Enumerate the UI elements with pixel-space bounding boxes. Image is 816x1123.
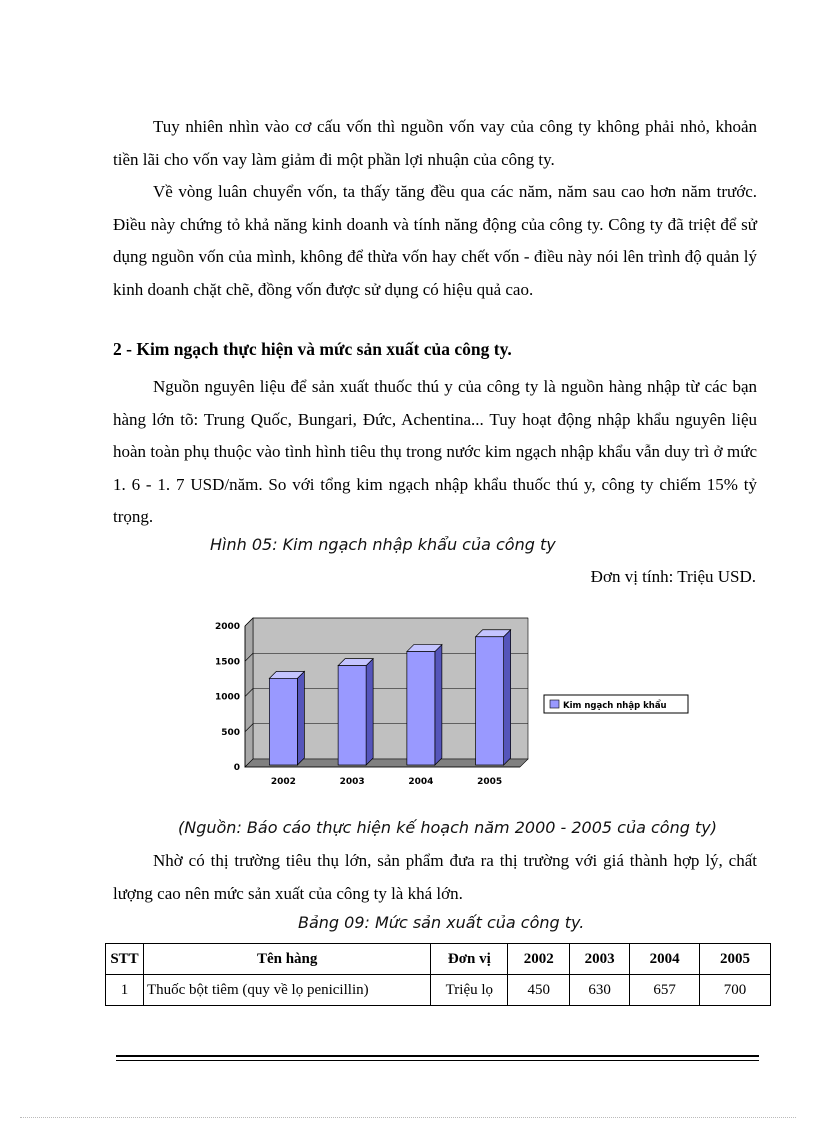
col-header-stt: STT	[106, 944, 144, 975]
cell-unit: Triệu lọ	[431, 975, 508, 1006]
col-header-product: Tên hàng	[143, 944, 430, 975]
chart-xtick-label: 2004	[408, 777, 434, 787]
chart-xtick-label: 2002	[270, 777, 296, 787]
footer-rule-thick	[116, 1055, 759, 1057]
cell-2002: 450	[508, 975, 570, 1006]
col-header-2002: 2002	[508, 944, 570, 975]
chart-bar	[269, 671, 304, 765]
col-header-2005: 2005	[700, 944, 771, 975]
chart-bar-side	[297, 671, 304, 765]
chart-xtick-label: 2003	[339, 777, 365, 787]
table-header-row	[106, 944, 771, 975]
chart-ytick-label: 0	[233, 763, 240, 773]
chart-bar-front	[338, 666, 366, 765]
cell-2005: 700	[700, 975, 771, 1006]
chart-xtick-label: 2005	[477, 777, 503, 787]
chart-bar-side	[435, 645, 442, 765]
col-header-2003: 2003	[570, 944, 630, 975]
paragraph-import-sources: Nguồn nguyên liệu để sản xuất thuốc thú y của công ty là nguồn hàng nhập từ các bạn hàng lớn tõ: Trung Quốc, Bungari, Đức, Achentina... Tuy hoạt động nhập khẩu nguyên liệu hoàn toàn phụ thuộc vào tình hình tiêu thụ trong nước kim ngạch nhập khẩu vẫn duy trì ở mức 1. 6 - 1. 7 USD/năm. So với tổng kim ngạch nhập khẩu thuốc thú y, công ty chiếm 15% tỷ trọng.	[113, 377, 757, 526]
chart-ytick-label: 500	[221, 727, 240, 738]
chart-legend	[544, 695, 688, 713]
chart-ytick-label: 1500	[214, 657, 240, 668]
legend-label: Kim ngạch nhập khẩu	[563, 701, 667, 711]
page-bottom-dotted-line	[20, 1117, 796, 1118]
footer-rule-thin	[116, 1060, 759, 1061]
chart-ytick-label: 1000	[214, 692, 240, 703]
col-header-2004: 2004	[630, 944, 700, 975]
table-row	[106, 975, 771, 1006]
production-table	[105, 943, 771, 1006]
cell-stt: 1	[106, 975, 144, 1006]
cell-product: Thuốc bột tiêm (quy về lọ penicillin)	[143, 975, 430, 1006]
paragraph-capital-structure: Tuy nhiên nhìn vào cơ cấu vốn thì nguồn vốn vay của công ty không phải nhỏ, khoản tiền lãi cho vốn vay làm giảm đi một phần lợi nhuận của công ty.	[113, 117, 757, 169]
col-header-unit: Đơn vị	[431, 944, 508, 975]
figure-caption: Hình 05: Kim ngạch nhập khẩu của công ty	[210, 535, 556, 554]
chart-bar-front	[407, 652, 435, 765]
paragraph-capital-turnover: Về vòng luân chuyển vốn, ta thấy tăng đều qua các năm, năm sau cao hơn năm trước. Điều này chứng tỏ khả năng kinh doanh và tính năng động của công ty. Công ty đã triệt để sử dụng nguồn vốn của mình, không để thừa vốn hay chết vốn - điều này nói lên trình độ quản lý kinh doanh chặt chẽ, đồng vốn được sử dụng có hiệu quả cao.	[113, 182, 757, 299]
chart-bar	[407, 645, 442, 765]
section-heading: 2 - Kim ngạch thực hiện và mức sản xuất của công ty.	[113, 339, 512, 359]
table-caption: Bảng 09: Mức sản xuất của công ty.	[298, 913, 585, 932]
figure-source: (Nguồn: Báo cáo thực hiện kế hoạch năm 2000 - 2005 của công ty)	[178, 818, 717, 837]
chart-bar	[338, 659, 373, 765]
legend-swatch	[550, 700, 559, 708]
chart-ytick-label: 2000	[214, 622, 240, 632]
chart-bar-front	[476, 637, 504, 765]
chart-bar	[476, 630, 511, 765]
cell-2004: 657	[630, 975, 700, 1006]
cell-2003: 630	[570, 975, 630, 1006]
chart-bar-side	[366, 659, 373, 765]
paragraph-production: Nhờ có thị trường tiêu thụ lớn, sản phẩm đưa ra thị trường với giá thành hợp lý, chất lượng cao nên mức sản xuất của công ty là khá lớn.	[113, 851, 757, 903]
unit-label: Đơn vị tính: Triệu USD.	[590, 567, 756, 586]
import-chart	[200, 612, 700, 802]
chart-bar-side	[504, 630, 511, 765]
chart-bar-front	[269, 678, 297, 765]
